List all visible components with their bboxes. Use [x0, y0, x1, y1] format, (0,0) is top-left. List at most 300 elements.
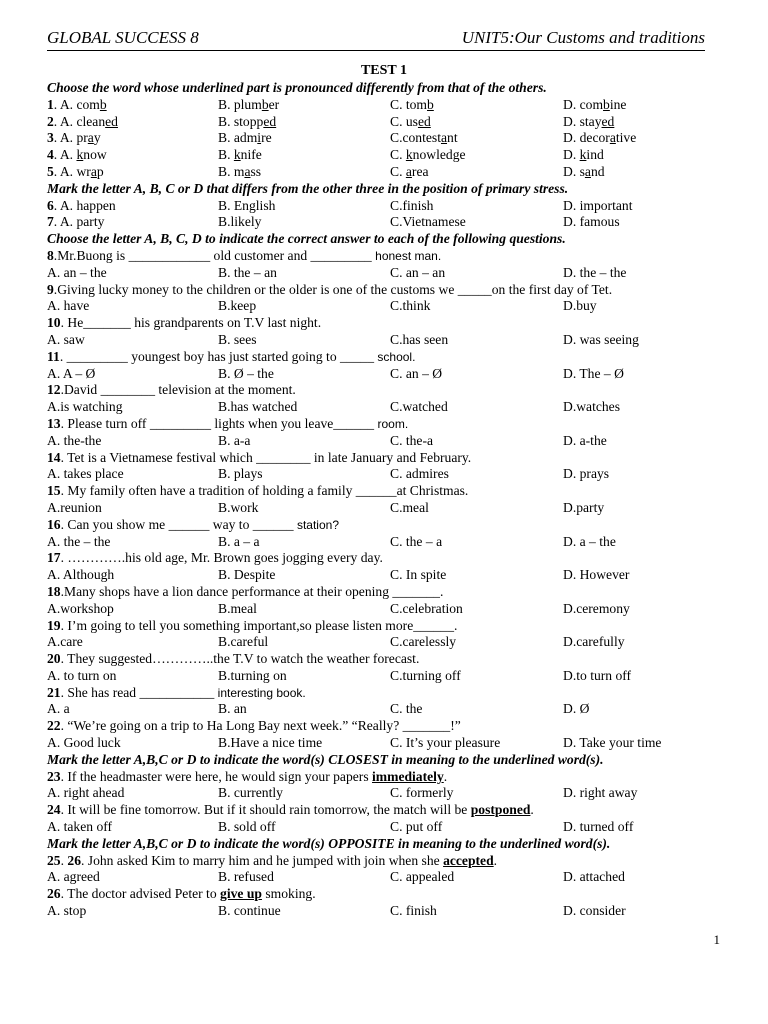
options-row	[47, 366, 717, 383]
text-segment: . “We’re going on a trip to Ha Long Bay next week.” “Really? _______!”	[60, 718, 461, 734]
text-segment: C.watched	[390, 399, 448, 415]
text-segment: A. the – the	[47, 533, 111, 549]
header-book-title: GLOBAL SUCCESS 8	[47, 28, 199, 47]
answer-option	[218, 97, 279, 114]
text-segment: D. famous	[563, 214, 620, 230]
text-segment: smoking.	[261, 886, 316, 902]
text-segment: A. A – Ø	[47, 365, 96, 381]
text-segment: B. Despite	[218, 567, 276, 583]
answer-option	[563, 332, 639, 349]
answer-option	[390, 735, 500, 752]
text-segment: C.celebration	[390, 600, 463, 616]
answer-option	[47, 534, 110, 551]
options-row	[47, 500, 717, 517]
answer-option	[218, 634, 268, 651]
text-segment: y	[93, 130, 101, 146]
answer-option	[563, 97, 626, 114]
text-segment: .Giving lucky money to the children or the older is one of the customs we _____on the first day of Tet.	[53, 281, 613, 297]
text-segment: C.	[390, 147, 406, 163]
answer-option	[563, 433, 607, 450]
answer-option	[47, 819, 112, 836]
question-number: 24	[47, 802, 61, 818]
answer-option	[563, 869, 625, 886]
text-segment: . A. party	[53, 214, 105, 230]
text-segment: give up	[220, 886, 262, 902]
options-row	[47, 97, 717, 114]
page-header	[47, 28, 705, 51]
text-segment: .Mr.Buong is ____________ old customer and _________	[53, 247, 376, 263]
answer-option	[563, 668, 631, 685]
answer-option	[563, 366, 624, 383]
answer-option	[390, 332, 448, 349]
question-number: 25	[47, 852, 61, 868]
text-segment: D. Ø	[563, 701, 590, 717]
answer-option	[218, 114, 276, 131]
answer-option	[563, 534, 616, 551]
answer-option	[563, 500, 604, 517]
text-segment: re	[261, 130, 272, 146]
question-stem	[47, 853, 717, 870]
answer-option	[218, 198, 275, 215]
text-segment: a	[405, 163, 412, 179]
question-number: 22	[47, 718, 61, 734]
text-segment: . John asked Kim to marry him and he jumped with join when she	[80, 852, 444, 868]
text-segment: A. a	[47, 701, 70, 717]
answer-option	[563, 903, 626, 920]
text-segment: B.likely	[218, 214, 262, 230]
question-number: 17	[47, 550, 61, 566]
answer-option	[390, 399, 448, 416]
text-segment: D.ceremony	[563, 600, 630, 616]
text-segment: C. us	[390, 113, 418, 129]
text-segment: C.meal	[390, 499, 429, 515]
text-segment: B.Have a nice time	[218, 735, 323, 751]
text-segment: A. to turn on	[47, 667, 117, 683]
options-row	[47, 701, 717, 718]
question-stem	[47, 349, 717, 366]
answer-option	[47, 298, 89, 315]
answer-option	[390, 366, 442, 383]
question-stem	[47, 382, 717, 399]
test-content	[47, 80, 717, 920]
answer-option	[390, 903, 437, 920]
text-segment: ed	[105, 113, 118, 129]
options-row	[47, 567, 717, 584]
text-segment: nife	[240, 147, 262, 163]
text-segment: A. takes place	[47, 466, 124, 482]
answer-option	[218, 668, 287, 685]
text-segment: C.contest	[390, 130, 441, 146]
text-segment: . Can you show me ______ way to ______	[60, 516, 297, 532]
text-segment: D. The – Ø	[563, 365, 624, 381]
text-segment: . _________ youngest boy has just started going to _____	[59, 348, 378, 364]
text-segment: A.reunion	[47, 499, 102, 515]
question-number: 10	[47, 315, 61, 331]
answer-option	[218, 466, 263, 483]
text-segment: . She has read ___________	[60, 684, 218, 700]
text-segment: accepted	[443, 852, 494, 868]
answer-option	[563, 466, 609, 483]
text-segment: B. English	[218, 197, 276, 213]
text-segment: D.watches	[563, 399, 620, 415]
text-segment: . I’m going to tell you something important,so please listen more______.	[60, 617, 458, 633]
text-segment: .	[60, 852, 68, 868]
question-number: 2	[47, 113, 54, 129]
text-segment: C.think	[390, 298, 431, 314]
options-row	[47, 198, 717, 215]
text-segment: C. the-a	[390, 432, 434, 448]
text-segment: C.	[390, 163, 406, 179]
options-row	[47, 214, 717, 231]
text-segment: D. important	[563, 197, 633, 213]
answer-option	[218, 214, 261, 231]
header-unit-title: UNIT5:Our Customs and traditions	[461, 28, 705, 47]
answer-option	[563, 130, 636, 147]
question-number: 8	[47, 247, 54, 263]
text-segment: D.party	[563, 499, 605, 515]
text-segment: C. the – a	[390, 533, 443, 549]
question-stem	[47, 802, 717, 819]
text-segment: D. stay	[563, 113, 602, 129]
text-segment: A. an – the	[47, 264, 107, 280]
answer-option	[563, 265, 626, 282]
question-stem	[47, 450, 717, 467]
text-segment: B. a-a	[218, 432, 251, 448]
text-segment: B. refused	[218, 869, 274, 885]
text-segment: . My family often have a tradition of holding a family ______at Christmas.	[60, 483, 469, 499]
text-segment: k	[405, 147, 413, 163]
text-segment: C.finish	[390, 197, 434, 213]
text-segment: ind	[586, 147, 604, 163]
text-segment: . He_______ his grandparents on T.V last night.	[60, 315, 322, 331]
text-segment: A.workshop	[47, 600, 114, 616]
answer-option	[47, 366, 95, 383]
options-row	[47, 433, 717, 450]
text-segment: D. com	[563, 96, 604, 112]
text-segment: ss	[250, 163, 262, 179]
text-segment: .	[443, 768, 448, 784]
options-row	[47, 735, 717, 752]
question-number: 5	[47, 163, 54, 179]
text-segment: C. put off	[390, 819, 443, 835]
text-segment: b	[427, 96, 434, 112]
question-stem	[47, 685, 717, 702]
answer-option	[47, 701, 70, 718]
answer-option	[218, 534, 260, 551]
question-stem	[47, 315, 717, 332]
text-segment: B.has watched	[218, 399, 298, 415]
answer-option	[218, 567, 275, 584]
options-row	[47, 399, 717, 416]
answer-option	[47, 903, 86, 920]
question-stem	[47, 584, 717, 601]
text-segment: .Many shops have a lion dance performance at their opening _______.	[60, 583, 444, 599]
answer-option	[218, 366, 274, 383]
text-segment: D. a-the	[563, 432, 607, 448]
question-number: 18	[47, 583, 61, 599]
question-number: 21	[47, 684, 61, 700]
answer-option	[563, 567, 629, 584]
text-segment: B. sold off	[218, 819, 276, 835]
question-number: 11	[47, 348, 60, 364]
answer-option	[218, 332, 257, 349]
question-number: 6	[47, 197, 54, 213]
text-segment: C.turning off	[390, 667, 461, 683]
section-instruction: Mark the letter A, B, C or D that differs from the other three in the position of primary stress.	[47, 180, 569, 196]
text-segment: postponed	[470, 802, 531, 818]
text-segment: D. attached	[563, 869, 625, 885]
answer-option	[390, 869, 454, 886]
question-number: 4	[47, 147, 54, 163]
answer-option	[563, 114, 614, 131]
question-number: 26	[47, 886, 61, 902]
question-stem	[47, 416, 717, 433]
test-title: TEST 1	[360, 63, 408, 78]
question-number: 16	[47, 516, 61, 532]
text-segment: C.carelessly	[390, 634, 457, 650]
text-segment: a	[87, 130, 94, 146]
text-segment: A. Good luck	[47, 735, 121, 751]
options-row	[47, 869, 717, 886]
answer-option	[47, 214, 104, 231]
text-segment: C. It’s your pleasure	[390, 735, 501, 751]
options-row	[47, 114, 717, 131]
answer-option	[47, 668, 116, 685]
question-stem	[47, 282, 717, 299]
options-row	[47, 332, 717, 349]
question-number: 19	[47, 617, 61, 633]
question-stem	[47, 718, 717, 735]
answer-option	[390, 265, 445, 282]
answer-option	[390, 668, 461, 685]
answer-option	[47, 97, 107, 114]
text-segment: D. Take your time	[563, 735, 662, 751]
section-instruction: Mark the letter A,B,C or D to indicate the word(s) CLOSEST in meaning to the underlined word(s).	[47, 751, 604, 767]
text-segment: C. In spite	[390, 567, 447, 583]
text-segment: D. s	[563, 163, 585, 179]
answer-option	[390, 500, 429, 517]
text-segment: k	[233, 147, 241, 163]
question-number: 23	[47, 768, 61, 784]
text-segment: . It will be fine tomorrow. But if it should rain tomorrow, the match will be	[60, 802, 471, 818]
text-segment: . The doctor advised Peter to	[60, 886, 221, 902]
text-segment: D. a – the	[563, 533, 616, 549]
options-row	[47, 634, 717, 651]
text-segment: B. plays	[218, 466, 263, 482]
text-segment: B.keep	[218, 298, 257, 314]
text-segment: ed	[601, 113, 615, 129]
answer-option	[218, 601, 257, 618]
answer-option	[563, 214, 620, 231]
answer-option	[47, 265, 107, 282]
text-segment: . A. happen	[53, 197, 116, 213]
answer-option	[47, 785, 124, 802]
question-stem	[47, 550, 717, 567]
answer-option	[563, 164, 605, 181]
text-segment: A. saw	[47, 331, 85, 347]
options-row	[47, 130, 717, 147]
question-number: 14	[47, 449, 61, 465]
text-segment: immediately	[372, 768, 444, 784]
answer-option	[47, 500, 102, 517]
options-row	[47, 164, 717, 181]
answer-option	[390, 97, 434, 114]
text-segment: B. sees	[218, 331, 257, 347]
text-segment: b	[99, 96, 107, 112]
question-number: 15	[47, 483, 61, 499]
text-segment: C. an – an	[390, 264, 446, 280]
answer-option	[563, 198, 632, 215]
text-segment: ine	[609, 96, 627, 112]
answer-option	[563, 701, 589, 718]
text-segment: a	[584, 163, 591, 179]
answer-option	[390, 433, 433, 450]
text-segment: A.care	[47, 634, 83, 650]
text-segment: a	[609, 130, 616, 146]
text-segment: a	[440, 130, 448, 146]
text-segment: . A. pr	[53, 130, 88, 146]
text-segment: D. consider	[563, 903, 626, 919]
question-number: 9	[47, 281, 54, 297]
text-segment: er	[268, 96, 280, 112]
text-segment: D. prays	[563, 466, 610, 482]
text-segment: k	[76, 147, 84, 163]
answer-option	[47, 114, 118, 131]
text-segment: k	[579, 147, 587, 163]
options-row	[47, 785, 717, 802]
answer-option	[218, 147, 262, 164]
answer-option	[218, 819, 276, 836]
answer-option	[47, 466, 124, 483]
answer-option	[390, 114, 431, 131]
options-row	[47, 601, 717, 618]
answer-option	[47, 130, 101, 147]
section-instruction: Choose the word whose underlined part is pronounced differently from that of the others.	[47, 80, 547, 95]
text-segment: A. Although	[47, 567, 115, 583]
text-segment: A. right ahead	[47, 785, 125, 801]
text-segment: school.	[377, 349, 416, 364]
answer-option	[218, 903, 281, 920]
text-segment: D.to turn off	[563, 667, 632, 683]
answer-option	[47, 399, 123, 416]
answer-option	[563, 735, 661, 752]
question-number: 20	[47, 651, 61, 667]
answer-option	[390, 130, 458, 147]
answer-option	[390, 785, 453, 802]
question-stem	[47, 483, 717, 500]
text-segment: honest man.	[375, 248, 442, 263]
text-segment: C. appealed	[390, 869, 455, 885]
text-segment: A. stop	[47, 903, 87, 919]
answer-option	[563, 819, 633, 836]
question-number: 7	[47, 214, 54, 230]
text-segment: B. a – a	[218, 533, 260, 549]
answer-option	[218, 298, 256, 315]
text-segment: rea	[411, 163, 429, 179]
text-segment: .	[530, 802, 534, 818]
text-segment: D. right away	[563, 785, 638, 801]
answer-option	[390, 534, 442, 551]
text-segment: A.is watching	[47, 399, 123, 415]
text-segment: B.meal	[218, 600, 257, 616]
options-row	[47, 298, 717, 315]
answer-option	[218, 500, 258, 517]
text-segment: D. the – the	[563, 264, 627, 280]
text-segment: B.turning on	[218, 667, 287, 683]
text-segment: . Please turn off _________ lights when you leave______	[60, 415, 378, 431]
text-segment: interesting book.	[217, 685, 306, 700]
question-stem	[47, 517, 717, 534]
answer-option	[390, 634, 456, 651]
text-segment: D. was seeing	[563, 331, 639, 347]
options-row	[47, 668, 717, 685]
text-segment: A. taken off	[47, 819, 113, 835]
text-segment: .	[493, 852, 498, 868]
options-row	[47, 534, 717, 551]
answer-option	[390, 298, 430, 315]
answer-option	[390, 819, 442, 836]
text-segment: D. However	[563, 567, 630, 583]
answer-option	[390, 601, 463, 618]
text-segment: a	[90, 163, 97, 179]
text-segment: D.carefully	[563, 634, 625, 650]
text-segment: nd	[590, 163, 605, 179]
answer-option	[563, 399, 620, 416]
answer-option	[218, 869, 274, 886]
text-segment: D. turned off	[563, 819, 634, 835]
text-segment: . They suggested…………..the T.V to watch the weather forecast.	[60, 651, 420, 667]
text-segment: B. continue	[218, 903, 281, 919]
answer-option	[47, 147, 107, 164]
text-segment: nowledge	[412, 147, 466, 163]
text-segment: B. stopp	[218, 113, 264, 129]
options-row	[47, 265, 717, 282]
answer-option	[218, 433, 250, 450]
text-segment: A. have	[47, 298, 90, 314]
text-segment: B. currently	[218, 785, 283, 801]
text-segment: A. the-the	[47, 432, 102, 448]
text-segment: B.	[218, 147, 234, 163]
answer-option	[563, 298, 597, 315]
text-segment: ed	[417, 113, 431, 129]
question-number: 1	[47, 96, 54, 112]
answer-option	[47, 601, 114, 618]
text-segment: A. agreed	[47, 869, 100, 885]
text-segment: .David ________ television at the moment.	[60, 382, 296, 398]
answer-option	[218, 265, 277, 282]
section-instruction: Choose the letter A, B, C, D to indicate the correct answer to each of the following questions.	[47, 231, 566, 247]
answer-option	[563, 601, 630, 618]
page-number: 1	[713, 932, 720, 947]
answer-option	[47, 164, 104, 181]
text-segment: D. decor	[563, 130, 610, 146]
options-row	[47, 466, 717, 483]
answer-option	[47, 567, 114, 584]
question-stem	[47, 651, 717, 668]
answer-option	[47, 634, 83, 651]
answer-option	[390, 198, 433, 215]
answer-option	[218, 399, 297, 416]
text-segment: i	[257, 130, 262, 146]
text-segment: station?	[296, 517, 339, 532]
options-row	[47, 819, 717, 836]
answer-option	[218, 701, 247, 718]
answer-option	[563, 634, 625, 651]
answer-option	[390, 147, 466, 164]
text-segment: nt	[447, 130, 458, 146]
answer-option	[390, 567, 446, 584]
answer-option	[390, 701, 422, 718]
